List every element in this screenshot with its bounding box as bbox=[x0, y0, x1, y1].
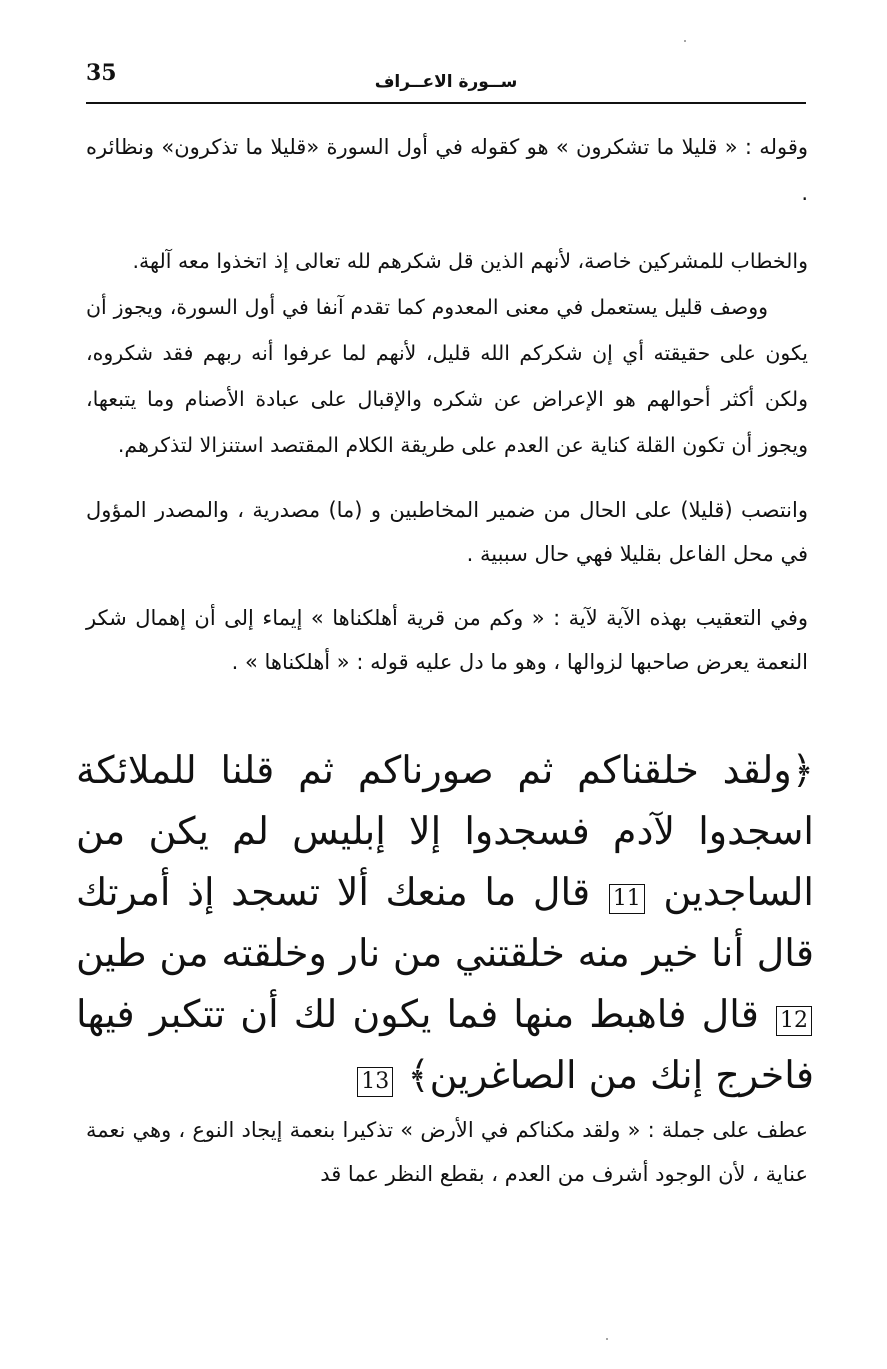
paragraph-address-commentary bbox=[86, 238, 808, 468]
ayah-number-11: 11 bbox=[609, 884, 645, 914]
scan-speck bbox=[684, 40, 686, 42]
verse-text-13: قال فاهبط منها فما يكون لك أن تتكبر فيها فاخرج إنك من الصاغرين bbox=[76, 992, 814, 1097]
verse-close-bracket: ﴾ bbox=[407, 1053, 430, 1097]
scan-speck bbox=[606, 1338, 608, 1340]
quran-verse-block bbox=[76, 740, 814, 1106]
verse-open-bracket: ﴿ bbox=[791, 748, 814, 792]
page-header bbox=[86, 58, 806, 104]
page-number: 35 bbox=[86, 60, 117, 86]
paragraph-description-commentary: ووصف قليل يستعمل في معنى المعدوم كما تقدم آنفا في أول السورة، ويجوز أن يكون على حقيقته أي إن شكركم الله قليل، لأنهم لما عرفوا أنه ربهم فقد شكروه، ولكن أكثر أحوالهم هو الإعراض عن شكره والإقبال على عبادة الأصنام وما يتبعها، ويجوز أن تكون القلة كناية عن العدم على طريقة الكلام المقتصد استنزالا لتذكرهم. bbox=[86, 295, 808, 457]
paragraph-address-line: والخطاب للمشركين خاصة، لأنهم الذين قل شكرهم لله تعالى إذ اتخذوا معه آلهة. bbox=[132, 249, 808, 273]
paragraph-grammar-commentary: وانتصب (قليلا) على الحال من ضمير المخاطبين و (ما) مصدرية ، والمصدر المؤول في محل الفاعل بقليلا فهي حال سببية . bbox=[86, 498, 808, 566]
verse-text-11: ولقد خلقناكم ثم صورناكم ثم قلنا للملائكة اسجدوا لآدم فسجدوا إلا إبليس لم يكن من الساجدين bbox=[76, 748, 814, 914]
running-head: ســورة الاعــراف bbox=[374, 72, 518, 92]
paragraph-quote-commentary: وقوله : « قليلا ما تشكرون » هو كقوله في أول السورة «قليلا ما تذكرون» ونظائره . bbox=[86, 135, 808, 205]
paragraph-conjunction-commentary: عطف على جملة : « ولقد مكناكم في الأرض » تذكيرا بنعمة إيجاد النوع ، وهي نعمة عناية ، لأن الوجود أشرف من العدم ، بقطع النظر عما قد bbox=[86, 1118, 808, 1186]
paragraph-sequence-commentary: وفي التعقيب بهذه الآية لآية : « وكم من قرية أهلكناها » إيماء إلى أن إهمال شكر النعمة يعرض صاحبها لزوالها ، وهو ما دل عليه قوله : « أهلكناها » . bbox=[86, 606, 808, 674]
verse-text-12: قال ما منعك ألا تسجد إذ أمرتك قال أنا خير منه خلقتني من نار وخلقته من طين bbox=[76, 870, 814, 975]
ayah-number-13: 13 bbox=[357, 1067, 393, 1097]
ayah-number-12: 12 bbox=[776, 1006, 812, 1036]
